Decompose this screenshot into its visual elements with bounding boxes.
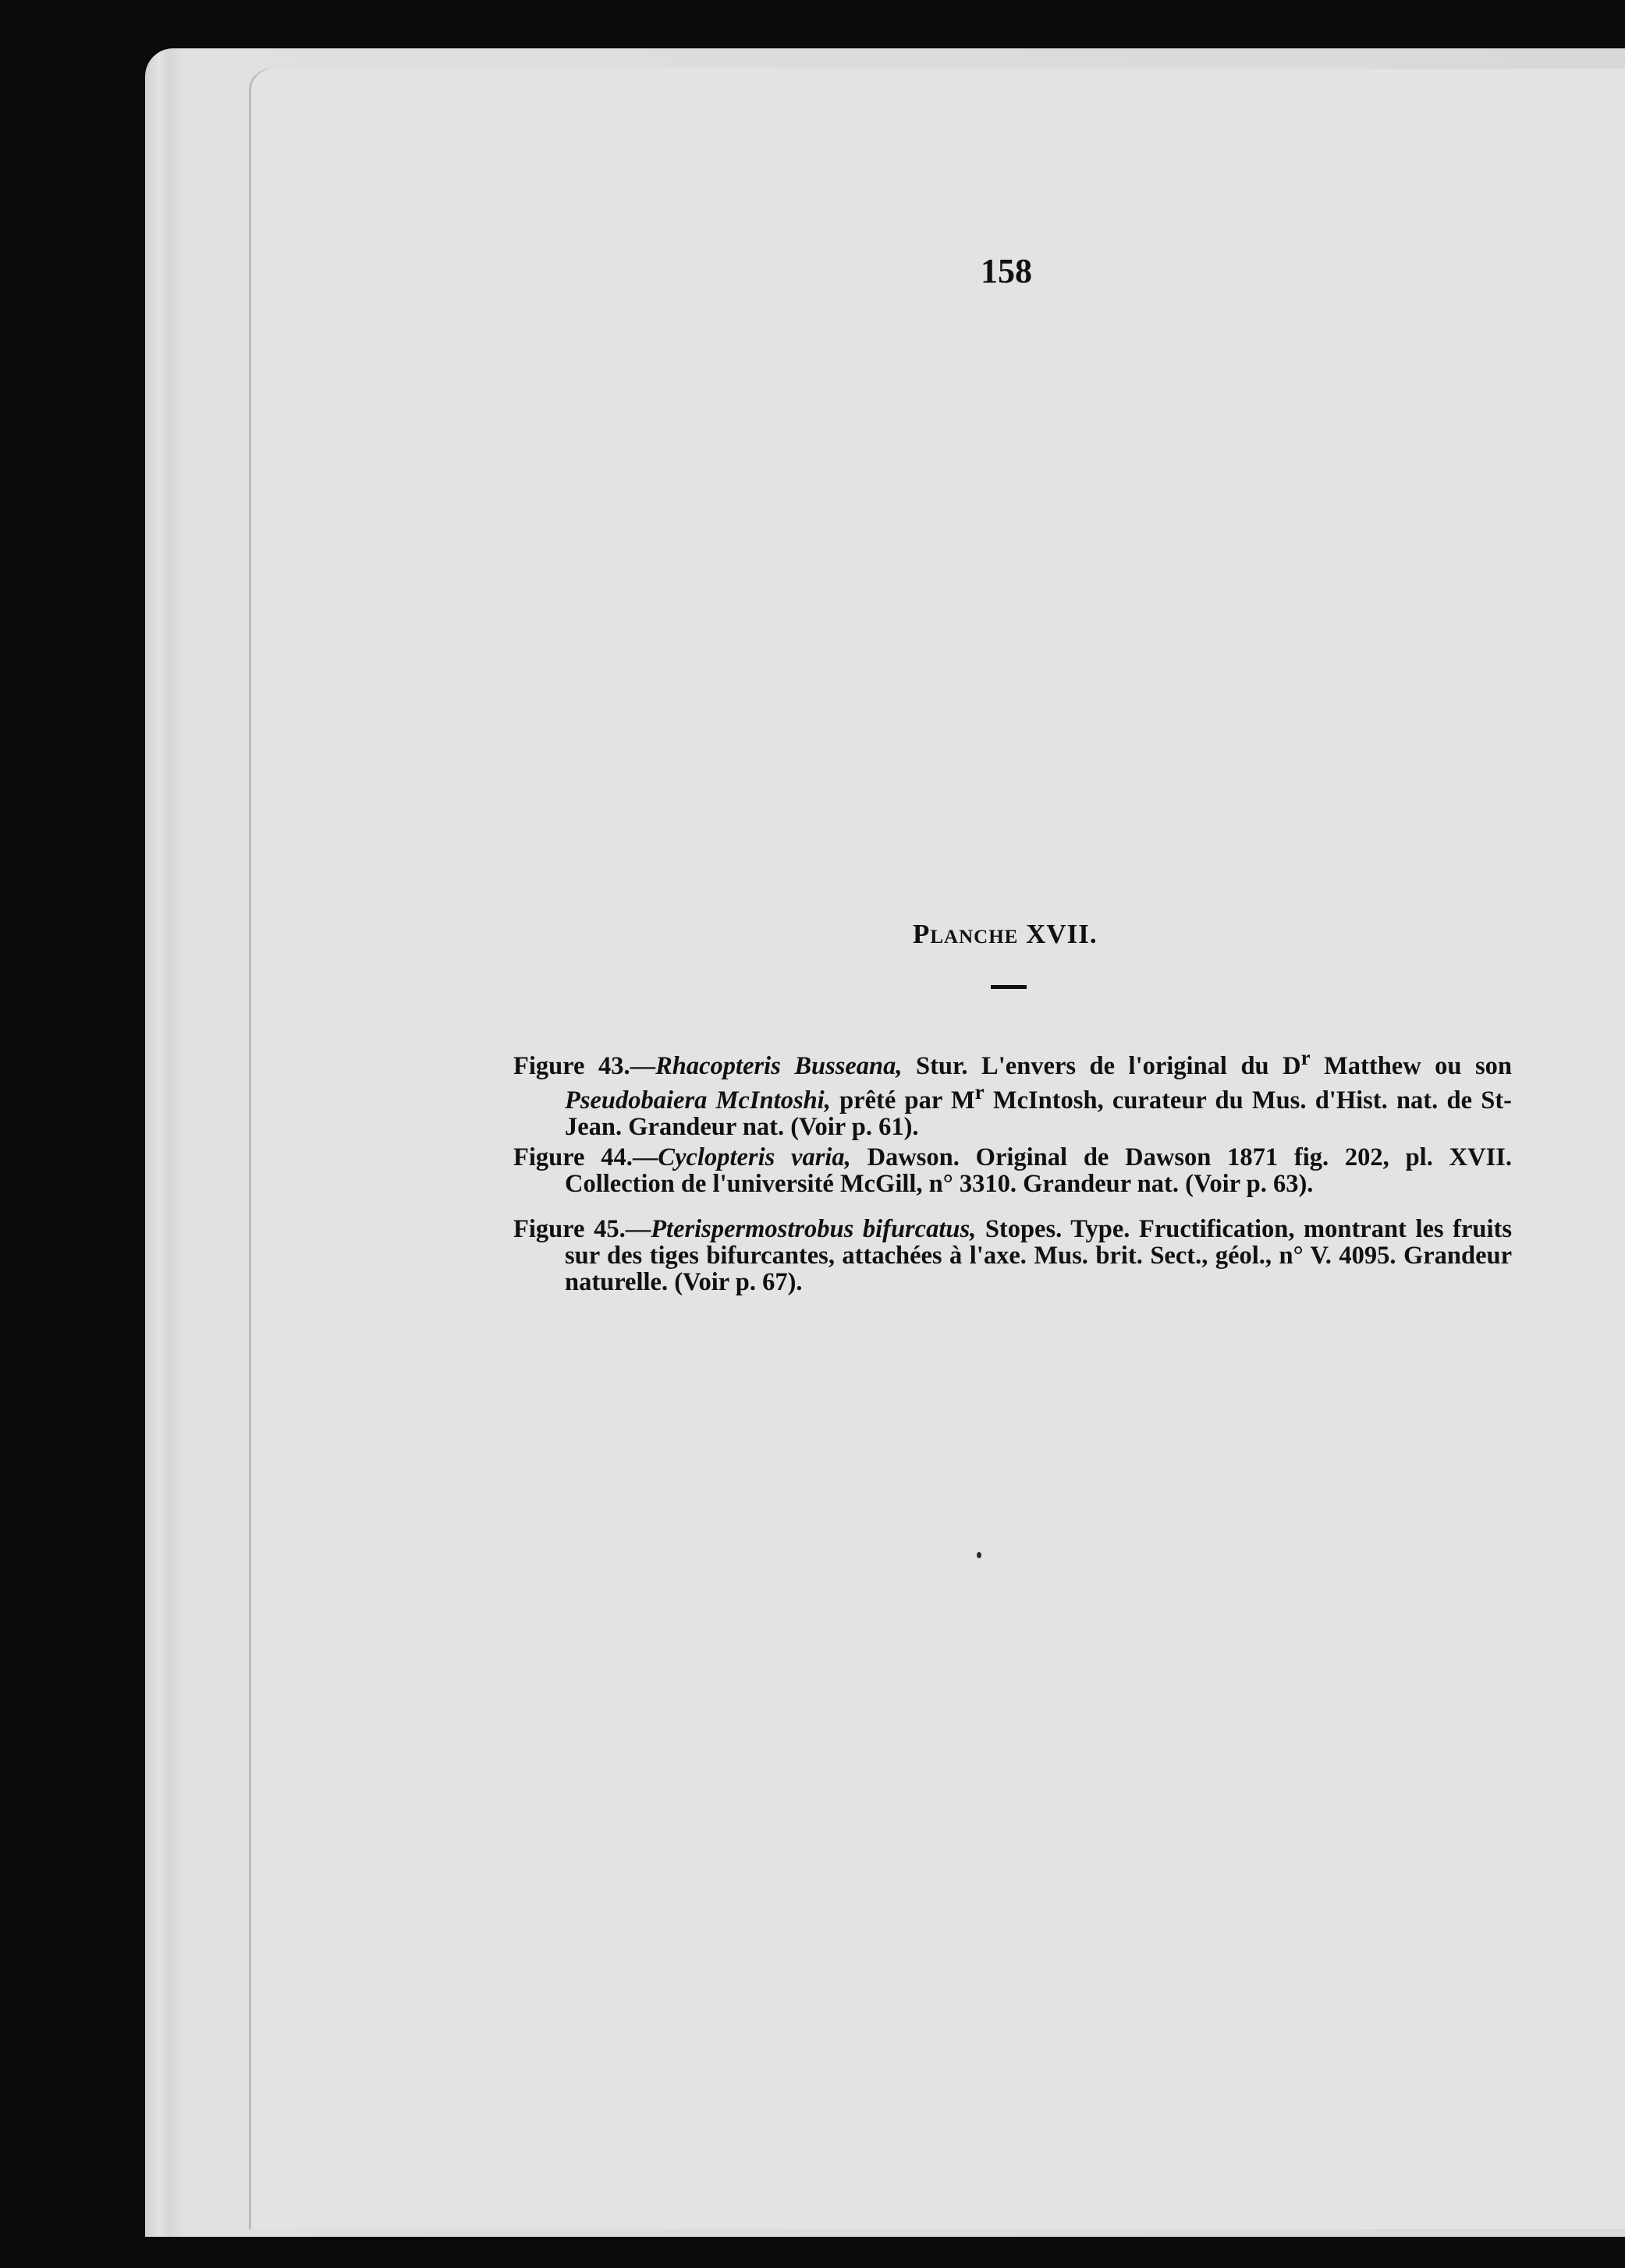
- page-number: 158: [981, 252, 1032, 290]
- species-name: Pseudobaiera McIntoshi,: [565, 1086, 831, 1115]
- species-name: Cyclopteris varia,: [658, 1143, 851, 1171]
- caption-label: Figure 45.—: [513, 1214, 651, 1243]
- caption-label: Figure 43.—: [513, 1051, 656, 1080]
- species-name: Rhacopteris Busseana,: [655, 1051, 903, 1080]
- figure-44-caption: Figure 44.—Cyclopteris varia, Dawson. Original de Dawson 1871 fig. 202, pl. XVII. Collection de l'université McGill, n° 3310. Grandeur nat. (Voir p. 63).: [513, 1143, 1512, 1198]
- figure-43-caption: Figure 43.—Rhacopteris Busseana, Stur. L'envers de l'original du $D^r$ Matthew ou son Pseudobaiera McIntoshi, prêté par $M^r$ McIntosh, curateur du Mus. d'Hist. nat. de St-Jean. Grandeur nat. (Voir p. 61).: [513, 1045, 1512, 1142]
- plate-title: Planche XVII.: [913, 919, 1098, 949]
- figure-45-caption: Figure 45.—Pterispermostrobus bifurcatus, Stopes. Type. Fructification, montrant les fruits sur des tiges bifurcantes, attachées à l'axe. Mus. brit. Sect., géol., n° V. 4095. Grandeur naturelle. (Voir p. 67).: [513, 1214, 1512, 1296]
- species-name: Pterispermostrobus bifurcatus,: [651, 1214, 977, 1243]
- caption-label: Figure 44.—: [513, 1143, 658, 1171]
- dust-speck: [977, 1552, 981, 1558]
- title-rule: [991, 985, 1027, 989]
